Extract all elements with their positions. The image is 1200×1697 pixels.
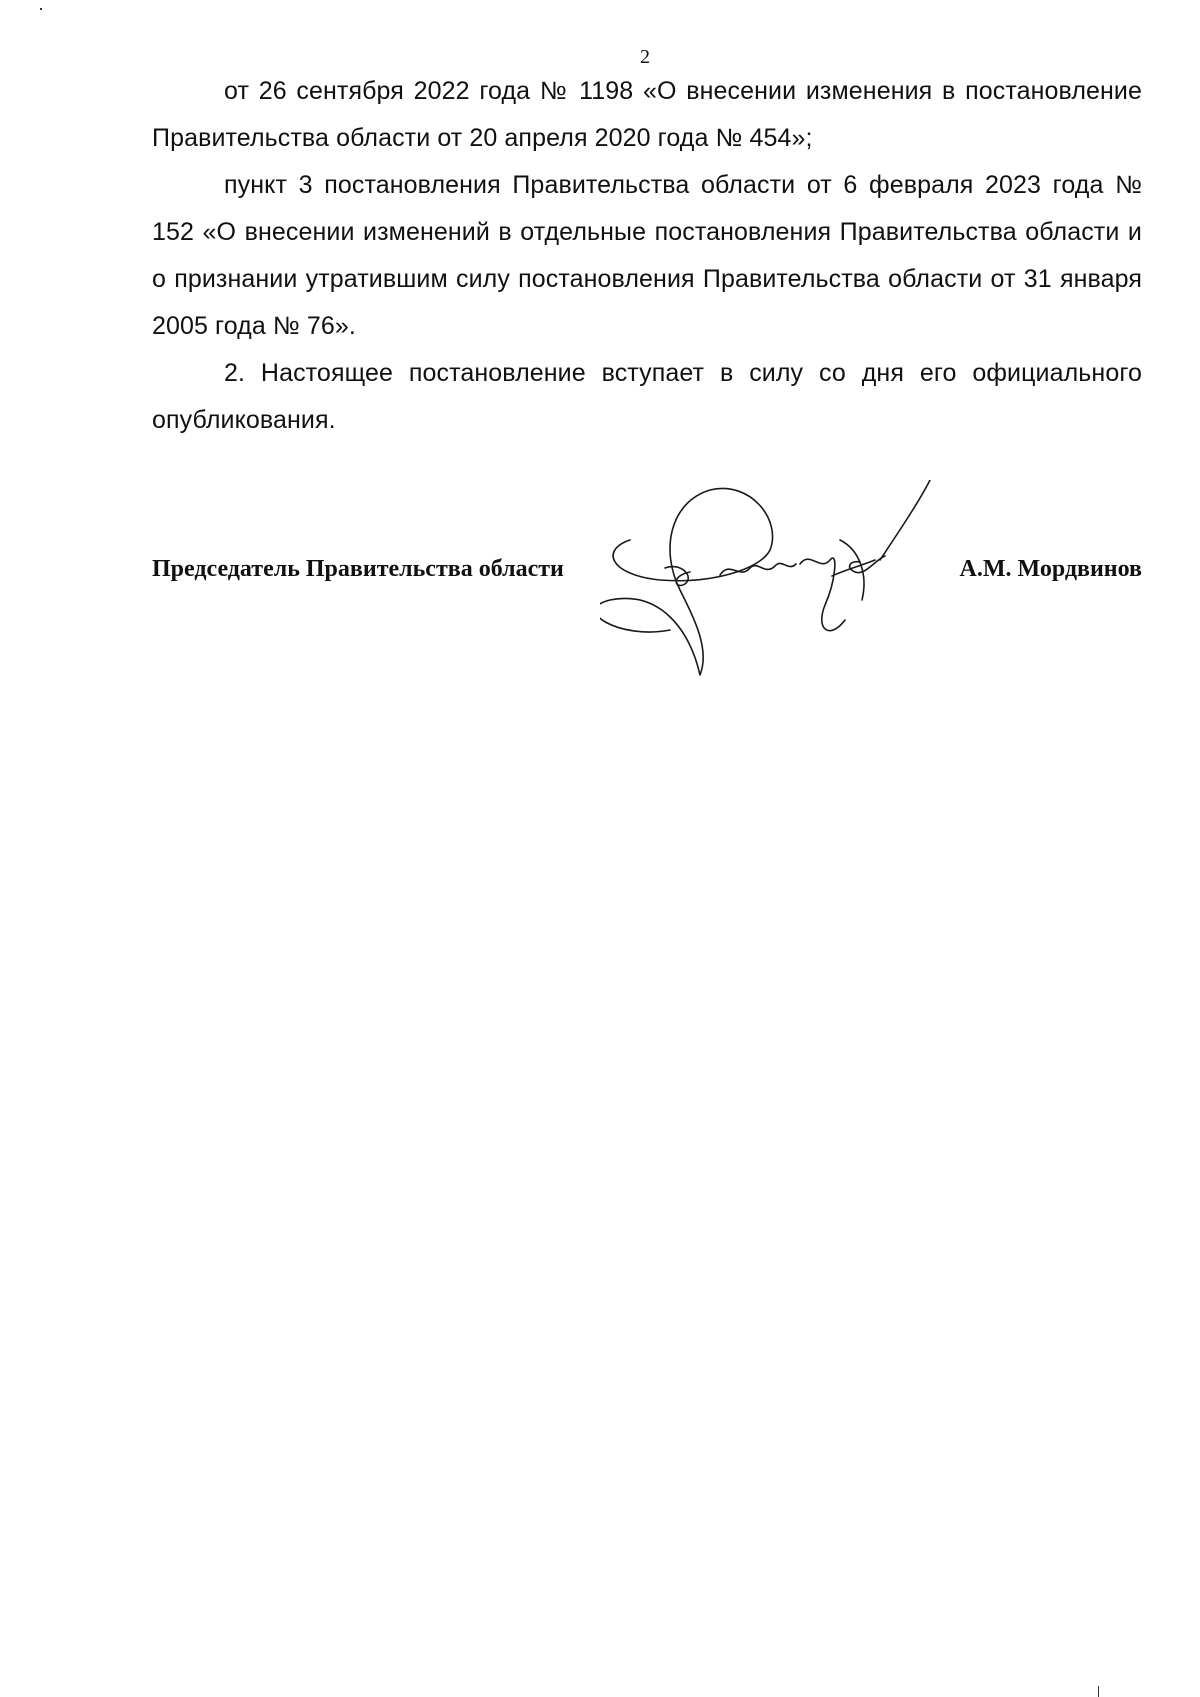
signatory-name: А.М. Мордвинов (959, 556, 1142, 582)
page-number: 2 (640, 46, 650, 68)
document-body (152, 68, 1142, 444)
signatory-position: Председатель Правительства области (152, 556, 564, 582)
scan-speck (40, 8, 42, 10)
paragraph-entry-into-force: 2. Настоящее постановление вступает в силу со дня его официального опубликования. (152, 359, 1142, 434)
paragraph-decree-152: пункт 3 постановления Правительства области от 6 февраля 2023 года № 152 «О внесении изменений в отдельные постановления Правительства области и о признании утратившим силу постановления Правительства области от 31 января 2005 года № 76». (152, 171, 1142, 340)
signature-block (152, 556, 1142, 596)
paragraph-decree-1198: от 26 сентября 2022 года № 1198 «О внесении изменения в постановление Правительства области от 20 апреля 2020 года № 454»; (152, 77, 1142, 152)
scan-speck (1098, 1686, 1099, 1697)
